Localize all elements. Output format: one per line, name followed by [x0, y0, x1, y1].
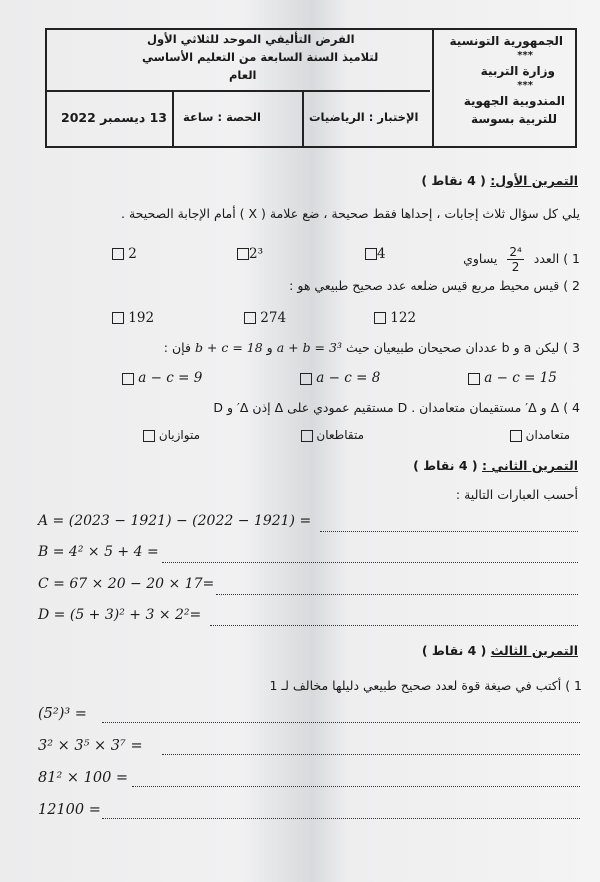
q4-option-2[interactable]: متقاطعان: [301, 428, 364, 442]
exercise3-instruction: 1 ) أكتب في صيغة قوة لعدد صحيح طبيعي دليلها مخالف لـ 1: [269, 678, 582, 693]
expression-D: D = (5 + 3)² + 3 × 2²=: [38, 607, 202, 623]
checkbox[interactable]: [122, 373, 134, 385]
answer-line-A[interactable]: [320, 531, 578, 532]
exercise1-heading: [421, 173, 578, 188]
stars-1: ***: [517, 50, 533, 61]
region-name: للتربية بسوسة: [471, 112, 557, 126]
answer-line-power-3[interactable]: [132, 786, 580, 787]
q1-fraction-numerator: 2⁴: [509, 245, 522, 259]
q3-condition-1: a + b = 3³: [276, 340, 342, 355]
checkbox[interactable]: [468, 373, 480, 385]
q1-fraction-denominator: 2: [511, 260, 520, 274]
q1-prefix: 1 ) العدد: [533, 251, 580, 266]
answer-line-power-4[interactable]: [102, 818, 580, 819]
checkbox[interactable]: [374, 312, 386, 324]
exercise3-title: التمرين الثالث: [490, 643, 578, 658]
exam-title-line1: الفرض التأليفي الموحد للثلاثي الأول: [147, 32, 355, 46]
exercise2-points: ( 4 نقاط ): [413, 458, 478, 473]
q1-option-1[interactable]: 4: [365, 246, 386, 262]
exercise3-heading: [422, 643, 578, 658]
power-expression-3: 81² × 100 =: [38, 770, 129, 786]
stars-2: ***: [517, 80, 533, 91]
commissariat-name: المندوبية الجهوية: [463, 94, 565, 108]
answer-line-C[interactable]: [216, 594, 578, 595]
q1-option-3[interactable]: 2: [112, 246, 137, 262]
exercise3-points: ( 4 نقاط ): [421, 643, 487, 658]
expression-B: B = 4² × 5 + 4 =: [38, 544, 159, 560]
checkbox[interactable]: [510, 430, 522, 442]
q2-label: 2 ) قيس محيط مربع قيس ضلعه عدد صحيح طبيعي هو :: [289, 278, 580, 293]
q3-option-1[interactable]: a − c = 15: [468, 370, 557, 386]
checkbox[interactable]: [301, 430, 313, 442]
q3-condition-2: b + c = 18: [194, 340, 263, 355]
checkbox[interactable]: [143, 430, 155, 442]
ministry-name: وزارة التربية: [480, 64, 555, 78]
exercise2-title: التمرين الثاني :: [482, 458, 578, 473]
checkbox[interactable]: [300, 373, 312, 385]
checkbox[interactable]: [365, 248, 377, 260]
subject-label: الإختبار : الرياضيات: [309, 110, 419, 124]
answer-line-power-2[interactable]: [162, 754, 580, 755]
answer-line-B[interactable]: [162, 562, 578, 563]
exam-title-line2: لتلاميذ السنة السابعة من التعليم الأساسي: [142, 50, 379, 64]
exercise2-instruction: أحسب العبارات التالية :: [455, 487, 578, 502]
exercise2-heading: [413, 458, 578, 473]
country-name: الجمهورية التونسية: [449, 34, 563, 48]
power-expression-1: (5²)³ =: [38, 706, 87, 722]
exercise1-title: التمرين الأول:: [490, 173, 578, 188]
q1-fraction: [507, 245, 523, 274]
q4-option-1[interactable]: متعامدان: [510, 428, 570, 442]
duration-label: الحصة : ساعة: [183, 110, 261, 124]
power-expression-4: 12100 =: [38, 802, 101, 818]
exam-date: 13 ديسمبر 2022: [61, 110, 167, 125]
q3-label: 3 ) ليكن a و b عددان صحيحان طبيعيان حيث a + b = 3³ و b + c = 18 فإن :: [163, 340, 580, 355]
q4-label: 4 ) Δ و Δ′ مستقيمان متعامدان . D مستقيم عمودي على Δ إذن Δ′ و D: [213, 400, 580, 415]
q2-option-2[interactable]: 274: [244, 310, 286, 326]
checkbox[interactable]: [244, 312, 256, 324]
q3-option-2[interactable]: a − c = 8: [300, 370, 380, 386]
answer-line-D[interactable]: [210, 625, 578, 626]
answer-line-power-1[interactable]: [102, 722, 580, 723]
exercise1-instruction: يلي كل سؤال ثلاث إجابات ، إحداها فقط صحيحة ، ضع علامة ( X ) أمام الإجابة الصحيحة .: [121, 206, 580, 221]
q3-option-3[interactable]: a − c = 9: [122, 370, 202, 386]
expression-C: C = 67 × 20 − 20 × 17=: [38, 576, 215, 592]
q1-option-2[interactable]: 2³: [237, 246, 263, 262]
exam-title-line3: العام: [229, 68, 257, 82]
checkbox[interactable]: [112, 248, 124, 260]
checkbox[interactable]: [112, 312, 124, 324]
exam-header-table: [45, 28, 577, 148]
q4-option-3[interactable]: متوازيان: [143, 428, 200, 442]
power-expression-2: 3² × 3⁵ × 3⁷ =: [38, 738, 143, 754]
q2-option-1[interactable]: 122: [374, 310, 416, 326]
q2-option-3[interactable]: 192: [112, 310, 154, 326]
q1-label: [463, 245, 580, 274]
exercise1-points: ( 4 نقاط ): [421, 173, 486, 188]
q1-suffix: يساوي: [463, 251, 498, 266]
checkbox[interactable]: [237, 248, 249, 260]
expression-A: A = (2023 − 1921) − (2022 − 1921) =: [38, 513, 312, 529]
